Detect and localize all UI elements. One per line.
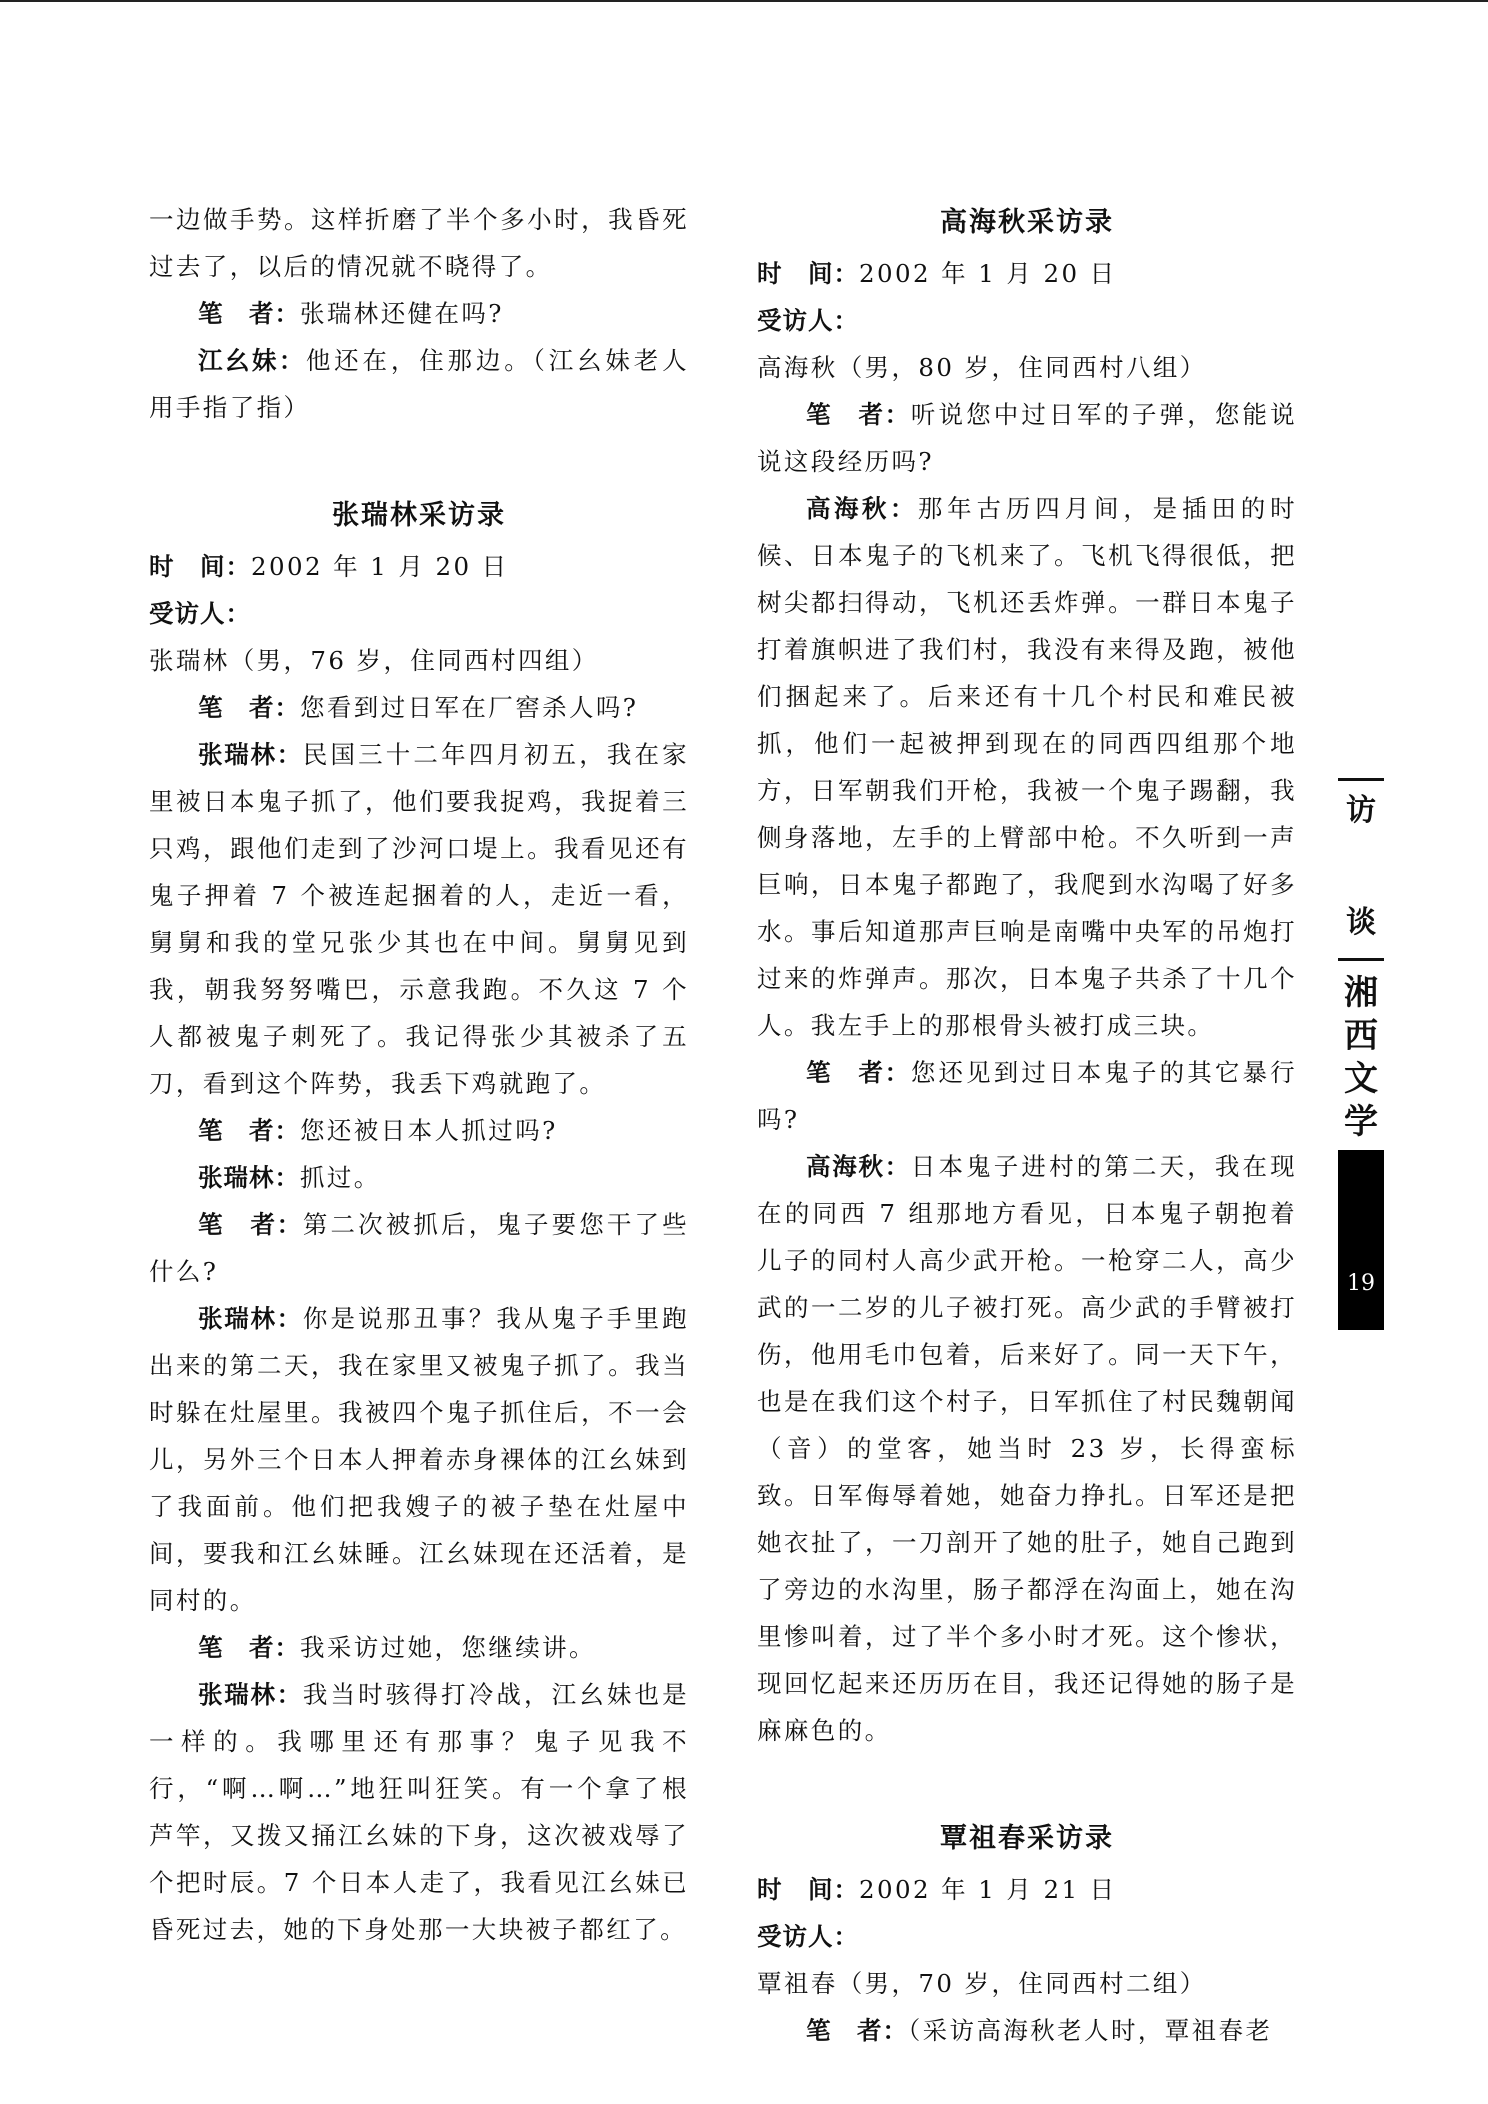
answer-text: 他还在，住那边。（江幺妹老人用手指了指） bbox=[149, 346, 690, 422]
speaker-label: 张瑞林： bbox=[198, 1304, 303, 1333]
time-value: 2002 年 1 月 20 日 bbox=[251, 552, 509, 581]
time-value: 2002 年 1 月 21 日 bbox=[859, 1875, 1117, 1904]
interviewee-answer bbox=[149, 337, 689, 431]
answer-text: 那年古历四月间，是插田的时候、日本鬼子的飞机来了。飞机飞得很低，把树尖都扫得动，飞机还丢炸弹。一群日本鬼子打着旗帜进了我们村，我没有来得及跑，被他们捆起来了。后来还有十几个村民和难民被抓，他们一起被押到现在的同西四组那个地方，日军朝我们开枪，我被一个鬼子踢翻，我侧身落地，左手的上臂部中枪。不久听到一声巨响，日本鬼子都跑了，我爬到水沟喝了好多水。事后知道那声巨响是南嘴中央军的吊炮打过来的炸弹声。那次，日本鬼子共杀了十几个人。我左手上的那根骨头被打成三块。 bbox=[757, 494, 1297, 1040]
interview-time bbox=[757, 1866, 1297, 1913]
answer-text: 日本鬼子进村的第二天，我在现在的同西 7 组那地方看见，日本鬼子朝抱着儿子的同村人高少武开枪。一枪穿二人，高少武的一二岁的儿子被打死。高少武的手臂被打伤，他用毛巾包着，后来好了。同一天下午，也是在我们这个村子，日军抓住了村民魏朝闻（音）的堂客，她当时 23 岁，长得蛮标致。日军侮辱着她，她奋力挣扎。日军还是把她衣扯了，一刀剖开了她的肚子，她自己跑到了旁边的水沟里，肠子都浮在沟面上，她在沟里惨叫着，过了半个多小时才死。这个惨状，现回忆起来还历历在目，我还记得她的肠子是麻麻色的。 bbox=[757, 1152, 1297, 1745]
interview-time bbox=[149, 543, 689, 590]
interviewee-answer bbox=[149, 1295, 689, 1624]
section-label-char-2: 谈 bbox=[1346, 905, 1376, 940]
section-title: 高海秋采访录 bbox=[940, 207, 1114, 238]
speaker-label: 笔 者： bbox=[806, 2016, 908, 2045]
speaker-label: 笔 者： bbox=[806, 1058, 911, 1087]
interviewee-answer bbox=[149, 731, 689, 1107]
continued-paragraph: 一边做手势。这样折磨了半个多小时，我昏死过去了，以后的情况就不晓得了。 bbox=[149, 205, 689, 281]
interviewee-answer bbox=[757, 1143, 1297, 1754]
question-text: 您还见到过日本鬼子的其它暴行吗? bbox=[757, 1058, 1297, 1134]
speaker-label: 张瑞林： bbox=[198, 1680, 303, 1709]
interview-time bbox=[757, 250, 1297, 297]
interviewee-answer bbox=[757, 485, 1297, 1049]
section-gap bbox=[757, 1754, 1297, 1812]
question-text: 我采访过她，您继续讲。 bbox=[300, 1633, 596, 1662]
speaker-label: 张瑞林： bbox=[198, 740, 303, 769]
journal-name: 湘西文学 bbox=[1344, 973, 1378, 1142]
speaker-label: 笔 者： bbox=[198, 1633, 300, 1662]
speaker-label: 高海秋： bbox=[806, 494, 918, 523]
section-title: 张瑞林采访录 bbox=[332, 500, 506, 531]
top-rule bbox=[0, 0, 1488, 2]
speaker-label: 笔 者： bbox=[198, 1210, 303, 1239]
speaker-label: 高海秋： bbox=[806, 1152, 911, 1181]
page-number-tab bbox=[1338, 1150, 1384, 1330]
time-label: 时 间： bbox=[757, 259, 859, 288]
right-column bbox=[757, 196, 1297, 2054]
question-text: 您还被日本人抓过吗? bbox=[300, 1116, 558, 1145]
question-text: 听说您中过日军的子弹，您能说说这段经历吗? bbox=[757, 400, 1297, 476]
time-label: 时 间： bbox=[757, 1875, 859, 1904]
time-label: 时 间： bbox=[149, 552, 251, 581]
interviewee-label: 受访人： bbox=[757, 306, 859, 335]
interviewee-answer bbox=[149, 1671, 689, 1953]
question-text: 您看到过日军在厂窖杀人吗? bbox=[300, 693, 639, 722]
answer-text: 你是说那丑事？我从鬼子手里跑出来的第二天，我在家里又被鬼子抓了。我当时躲在灶屋里。我被四个鬼子抓住后，不一会儿，另外三个日本人押着赤身裸体的江幺妹到了我面前。他们把我嫂子的被子垫在灶屋中间，要我和江幺妹睡。江幺妹现在还活着，是同村的。 bbox=[149, 1304, 689, 1615]
question-text: 第二次被抓后，鬼子要您干了些什么? bbox=[149, 1210, 689, 1286]
interviewer-question bbox=[149, 1624, 689, 1671]
interviewee-label: 受访人： bbox=[757, 1922, 859, 1951]
interviewer-question bbox=[757, 1049, 1297, 1143]
speaker-label: 笔 者： bbox=[198, 1116, 300, 1145]
interviewer-question bbox=[149, 290, 689, 337]
tab-rule-top bbox=[1338, 778, 1384, 781]
time-value: 2002 年 1 月 20 日 bbox=[859, 259, 1117, 288]
interviewer-question bbox=[149, 1107, 689, 1154]
question-text: （采访高海秋老人时，覃祖春老 bbox=[908, 2016, 1273, 2045]
tab-rule-middle bbox=[1338, 958, 1384, 961]
speaker-label: 笔 者： bbox=[806, 400, 911, 429]
speaker-label: 江幺妹： bbox=[198, 346, 306, 375]
interviewee-info bbox=[149, 590, 689, 684]
interviewer-question bbox=[149, 1201, 689, 1295]
speaker-label: 张瑞林： bbox=[198, 1163, 300, 1192]
speaker-label: 笔 者： bbox=[198, 693, 300, 722]
interviewee-info bbox=[757, 1913, 1297, 2007]
interviewee-answer bbox=[149, 1154, 689, 1201]
answer-text: 抓过。 bbox=[300, 1163, 381, 1192]
interviewer-question bbox=[149, 684, 689, 731]
interviewee-value: 覃祖春（男，70 岁，住同西村二组） bbox=[757, 1969, 1207, 1998]
section-label-char-1: 访 bbox=[1346, 793, 1376, 828]
interviewee-label: 受访人： bbox=[149, 599, 251, 628]
interviewee-info bbox=[757, 297, 1297, 391]
section-title: 覃祖春采访录 bbox=[940, 1823, 1114, 1854]
interviewer-question bbox=[757, 391, 1297, 485]
section-gap bbox=[149, 431, 689, 489]
question-text: 张瑞林还健在吗? bbox=[300, 299, 504, 328]
answer-text: 民国三十二年四月初五，我在家里被日本鬼子抓了，他们要我捉鸡，我捉着三只鸡，跟他们走到了沙河口堤上。我看见还有鬼子押着 7 个被连起捆着的人，走近一看，舅舅和我的堂兄张少其也在中间。舅舅见到我，朝我努努嘴巴，示意我跑。不久这 7 个人都被鬼子刺死了。我记得张少其被杀了五刀，看到这个阵势，我丢下鸡就跑了。 bbox=[149, 740, 689, 1098]
interviewee-value: 张瑞林（男，76 岁，住同西村四组） bbox=[149, 646, 599, 675]
page-number: 19 bbox=[1347, 1271, 1375, 1296]
speaker-label: 笔 者： bbox=[198, 299, 300, 328]
answer-text: 我当时骇得打冷战，江幺妹也是一样的。我哪里还有那事？鬼子见我不行，“啊…啊…”地狂叫狂笑。有一个拿了根芦竿，又拨又捅江幺妹的下身，这次被戏辱了个把时辰。7 个日本人走了，我看见江幺妹已昏死过去，她的下身处那一大块被子都红了。 bbox=[149, 1680, 689, 1944]
interviewer-question bbox=[757, 2007, 1297, 2054]
left-column bbox=[149, 196, 689, 1953]
interviewee-value: 高海秋（男，80 岁，住同西村八组） bbox=[757, 353, 1207, 382]
